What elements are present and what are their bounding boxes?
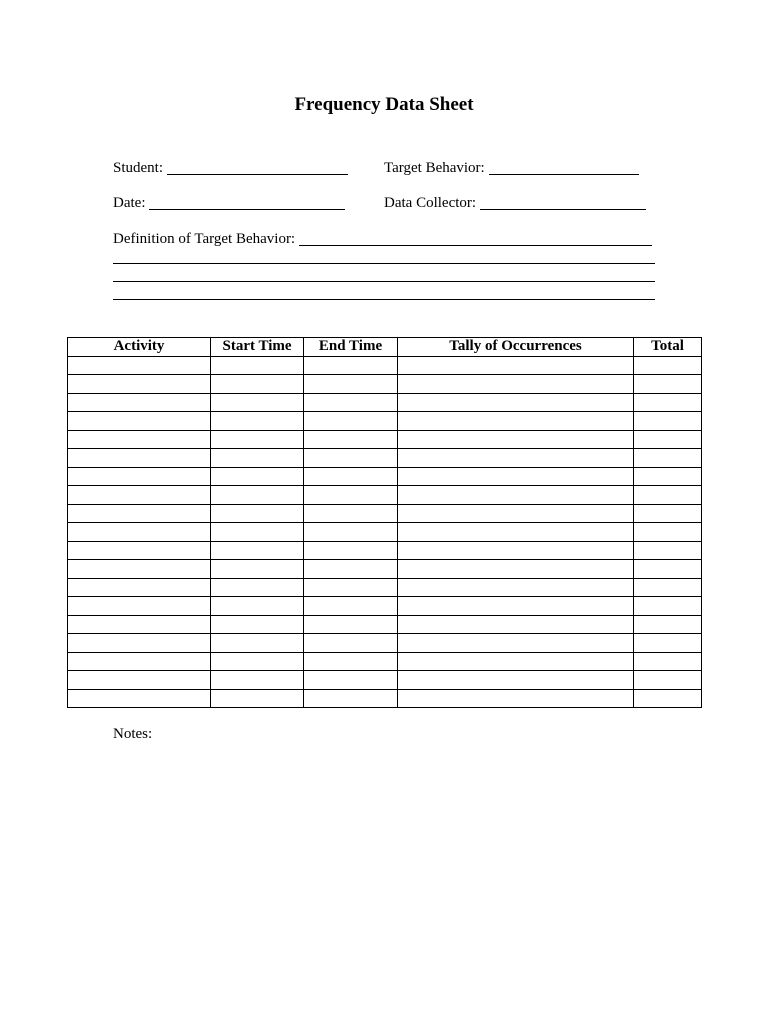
tally-cell[interactable] xyxy=(398,467,634,486)
total-cell[interactable] xyxy=(634,689,702,708)
data-collector-blank[interactable] xyxy=(480,194,646,210)
target-behavior-label: Target Behavior: xyxy=(384,160,485,176)
end-time-cell[interactable] xyxy=(304,560,398,579)
date-field[interactable] xyxy=(113,194,345,212)
activity-cell[interactable] xyxy=(68,356,211,375)
table-row xyxy=(68,412,702,431)
tally-cell[interactable] xyxy=(398,560,634,579)
start-time-cell[interactable] xyxy=(211,356,304,375)
end-time-cell[interactable] xyxy=(304,634,398,653)
activity-cell[interactable] xyxy=(68,615,211,634)
data-collector-field[interactable] xyxy=(384,194,646,212)
table-row xyxy=(68,541,702,560)
total-cell[interactable] xyxy=(634,634,702,653)
activity-cell[interactable] xyxy=(68,430,211,449)
end-time-cell[interactable] xyxy=(304,615,398,634)
activity-cell[interactable] xyxy=(68,597,211,616)
page-title: Frequency Data Sheet xyxy=(294,94,474,115)
table-body xyxy=(68,356,702,708)
end-time-cell[interactable] xyxy=(304,449,398,468)
definition-label: Definition of Target Behavior: xyxy=(113,231,296,247)
table-row xyxy=(68,523,702,542)
target-behavior-field[interactable] xyxy=(384,159,639,177)
start-time-cell[interactable] xyxy=(211,634,304,653)
total-cell[interactable] xyxy=(634,412,702,431)
total-cell[interactable] xyxy=(634,504,702,523)
table-row xyxy=(68,634,702,653)
table-row xyxy=(68,356,702,375)
tally-cell[interactable] xyxy=(398,541,634,560)
activity-cell[interactable] xyxy=(68,412,211,431)
end-time-cell[interactable] xyxy=(304,597,398,616)
total-cell[interactable] xyxy=(634,671,702,690)
tally-cell[interactable] xyxy=(398,449,634,468)
start-time-cell[interactable] xyxy=(211,671,304,690)
total-cell[interactable] xyxy=(634,560,702,579)
start-time-cell[interactable] xyxy=(211,430,304,449)
activity-cell[interactable] xyxy=(68,504,211,523)
total-cell[interactable] xyxy=(634,393,702,412)
start-time-cell[interactable] xyxy=(211,449,304,468)
total-cell[interactable] xyxy=(634,356,702,375)
start-time-cell[interactable] xyxy=(211,652,304,671)
tally-cell[interactable] xyxy=(398,615,634,634)
end-time-cell[interactable] xyxy=(304,356,398,375)
total-cell[interactable] xyxy=(634,578,702,597)
start-time-cell[interactable] xyxy=(211,615,304,634)
total-cell[interactable] xyxy=(634,486,702,505)
tally-cell[interactable] xyxy=(398,504,634,523)
start-time-cell[interactable] xyxy=(211,504,304,523)
table-row xyxy=(68,430,702,449)
start-time-cell[interactable] xyxy=(211,393,304,412)
activity-cell[interactable] xyxy=(68,523,211,542)
data-collector-label: Data Collector: xyxy=(384,195,477,211)
activity-cell[interactable] xyxy=(68,578,211,597)
table-row xyxy=(68,467,702,486)
end-time-cell[interactable] xyxy=(304,523,398,542)
tally-cell[interactable] xyxy=(398,652,634,671)
end-time-cell[interactable] xyxy=(304,541,398,560)
end-time-cell[interactable] xyxy=(304,430,398,449)
tally-cell[interactable] xyxy=(398,430,634,449)
start-time-cell[interactable] xyxy=(211,412,304,431)
student-blank[interactable] xyxy=(167,159,348,175)
tally-cell[interactable] xyxy=(398,393,634,412)
start-time-cell[interactable] xyxy=(211,597,304,616)
table-row xyxy=(68,486,702,505)
table-row xyxy=(68,652,702,671)
tally-cell[interactable] xyxy=(398,689,634,708)
activity-cell[interactable] xyxy=(68,671,211,690)
activity-cell[interactable] xyxy=(68,634,211,653)
definition-line[interactable] xyxy=(113,299,655,300)
table-row xyxy=(68,689,702,708)
column-header-end-time: End Time xyxy=(304,338,398,357)
tally-cell[interactable] xyxy=(398,356,634,375)
total-cell[interactable] xyxy=(634,449,702,468)
total-cell[interactable] xyxy=(634,615,702,634)
table-row xyxy=(68,615,702,634)
date-label: Date: xyxy=(113,195,146,211)
start-time-cell[interactable] xyxy=(211,541,304,560)
activity-cell[interactable] xyxy=(68,541,211,560)
tally-cell[interactable] xyxy=(398,634,634,653)
date-blank[interactable] xyxy=(149,194,345,210)
total-cell[interactable] xyxy=(634,375,702,394)
column-header-activity: Activity xyxy=(68,338,211,357)
activity-cell[interactable] xyxy=(68,486,211,505)
end-time-cell[interactable] xyxy=(304,504,398,523)
student-label: Student: xyxy=(113,160,164,176)
tally-cell[interactable] xyxy=(398,597,634,616)
table-row xyxy=(68,393,702,412)
end-time-cell[interactable] xyxy=(304,486,398,505)
student-field[interactable] xyxy=(113,159,348,177)
total-cell[interactable] xyxy=(634,597,702,616)
notes-label: Notes: xyxy=(113,726,153,742)
table-row xyxy=(68,578,702,597)
column-header-total: Total xyxy=(634,338,702,357)
total-cell[interactable] xyxy=(634,467,702,486)
start-time-cell[interactable] xyxy=(211,486,304,505)
start-time-cell[interactable] xyxy=(211,689,304,708)
tally-cell[interactable] xyxy=(398,375,634,394)
end-time-cell[interactable] xyxy=(304,671,398,690)
tally-cell[interactable] xyxy=(398,578,634,597)
activity-cell[interactable] xyxy=(68,449,211,468)
total-cell[interactable] xyxy=(634,652,702,671)
activity-cell[interactable] xyxy=(68,467,211,486)
table-header-row xyxy=(68,338,702,357)
frequency-table xyxy=(67,337,702,708)
end-time-cell[interactable] xyxy=(304,652,398,671)
activity-cell[interactable] xyxy=(68,560,211,579)
end-time-cell[interactable] xyxy=(304,412,398,431)
tally-cell[interactable] xyxy=(398,486,634,505)
table-row xyxy=(68,560,702,579)
start-time-cell[interactable] xyxy=(211,523,304,542)
end-time-cell[interactable] xyxy=(304,689,398,708)
start-time-cell[interactable] xyxy=(211,578,304,597)
column-header-start-time: Start Time xyxy=(211,338,304,357)
table-row xyxy=(68,597,702,616)
end-time-cell[interactable] xyxy=(304,467,398,486)
table-row xyxy=(68,671,702,690)
definition-blank[interactable] xyxy=(299,230,652,246)
activity-cell[interactable] xyxy=(68,652,211,671)
tally-cell[interactable] xyxy=(398,412,634,431)
total-cell[interactable] xyxy=(634,523,702,542)
table-row xyxy=(68,449,702,468)
activity-cell[interactable] xyxy=(68,375,211,394)
tally-cell[interactable] xyxy=(398,523,634,542)
start-time-cell[interactable] xyxy=(211,467,304,486)
tally-cell[interactable] xyxy=(398,671,634,690)
total-cell[interactable] xyxy=(634,541,702,560)
end-time-cell[interactable] xyxy=(304,375,398,394)
target-behavior-blank[interactable] xyxy=(489,159,639,175)
definition-line[interactable] xyxy=(113,281,655,282)
table-row xyxy=(68,375,702,394)
end-time-cell[interactable] xyxy=(304,393,398,412)
activity-cell[interactable] xyxy=(68,689,211,708)
total-cell[interactable] xyxy=(634,430,702,449)
definition-field[interactable] xyxy=(113,230,652,248)
definition-line[interactable] xyxy=(113,263,655,264)
table-row xyxy=(68,504,702,523)
start-time-cell[interactable] xyxy=(211,560,304,579)
column-header-tally: Tally of Occurrences xyxy=(398,338,634,357)
activity-cell[interactable] xyxy=(68,393,211,412)
start-time-cell[interactable] xyxy=(211,375,304,394)
end-time-cell[interactable] xyxy=(304,578,398,597)
